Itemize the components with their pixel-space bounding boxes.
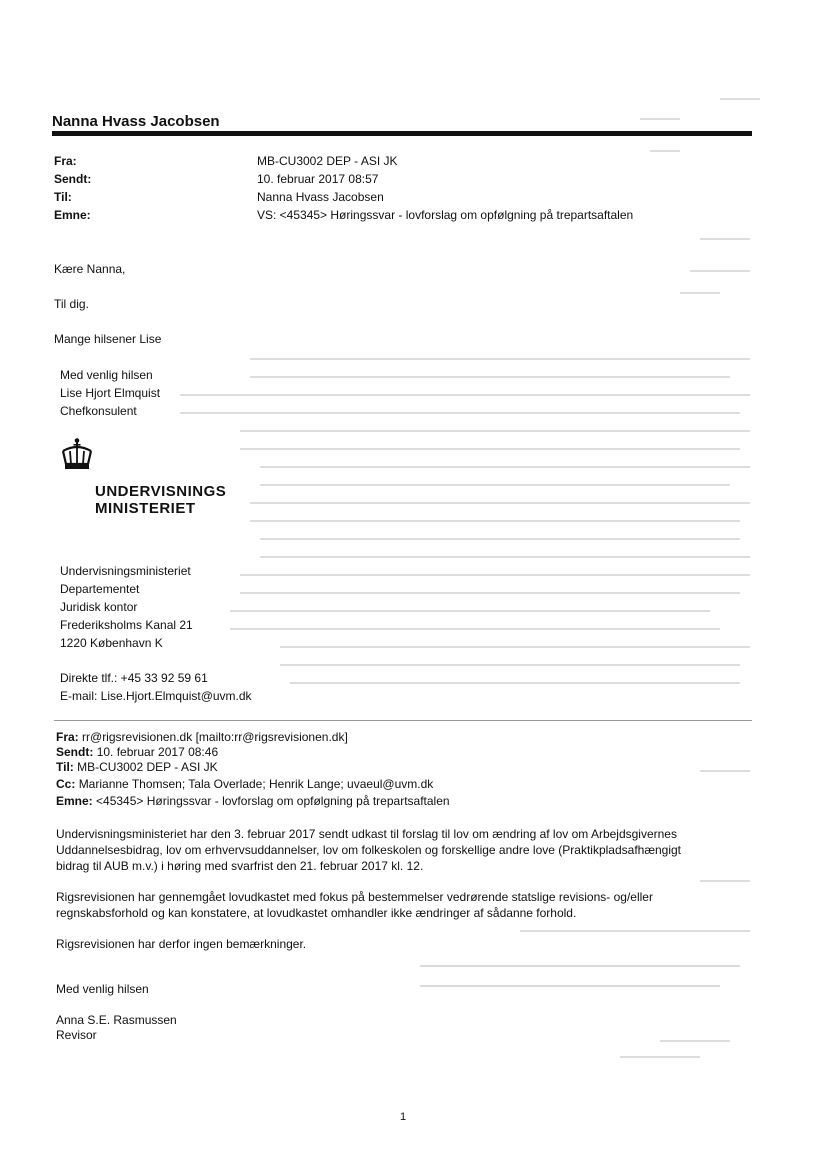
fwd-cc-value: Marianne Thomsen; Tala Overlade; Henrik Lange; uvaeul@uvm.dk <box>78 777 434 791</box>
fwd-closing: Med venlig hilsen <box>56 982 149 996</box>
crown-logo-icon <box>58 437 96 471</box>
page-number: 1 <box>400 1111 407 1123</box>
message-line-1: Til dig. <box>54 297 89 311</box>
sent-label: Sendt: <box>54 172 92 186</box>
subject-value: VS: <45345> Høringssvar - lovforslag om opfølgning på trepartsaftalen <box>257 208 634 222</box>
fwd-para3: Rigsrevisionen har derfor ingen bemærkninger. <box>56 937 307 951</box>
to-value: Nanna Hvass Jacobsen <box>257 190 384 204</box>
header-rule <box>52 131 752 136</box>
contact-email: E-mail: Lise.Hjort.Elmquist@uvm.dk <box>60 689 252 703</box>
fwd-to-label: Til: <box>56 760 74 774</box>
fwd-para2-line1: Rigsrevisionen har gennemgået lovudkastet med fokus på bestemmelser vedrørende statslige revisions- og/eller <box>56 890 653 904</box>
fwd-to-value: MB-CU3002 DEP - ASI JK <box>77 760 218 774</box>
address-street: Frederiksholms Kanal 21 <box>60 618 193 632</box>
fwd-subject-label: Emne: <box>56 794 93 808</box>
from-value: MB-CU3002 DEP - ASI JK <box>257 154 398 168</box>
fwd-sender-title: Revisor <box>56 1028 97 1042</box>
fwd-from-label: Fra: <box>56 730 79 744</box>
greeting: Kære Nanna, <box>54 262 126 276</box>
fwd-sent-label: Sendt: <box>56 745 94 759</box>
forward-separator <box>54 720 752 721</box>
fwd-cc-label: Cc: <box>56 777 76 791</box>
fwd-sent-value: 10. februar 2017 08:46 <box>96 745 219 759</box>
message-line-2: Mange hilsener Lise <box>54 332 162 346</box>
fwd-from-value: rr@rigsrevisionen.dk [mailto:rr@rigsrevisionen.dk] <box>82 730 348 744</box>
fwd-para1-line1: Undervisningsministeriet har den 3. februar 2017 sendt udkast til forslag til lov om ændring af lov om Arbejdsgivernes <box>56 827 677 841</box>
fwd-sent-line <box>56 745 218 760</box>
from-label: Fra: <box>54 154 77 168</box>
fwd-sender-name: Anna S.E. Rasmussen <box>56 1013 177 1027</box>
fwd-subject-value: <45345> Høringssvar - lovforslag om opfølgning på trepartsaftalen <box>96 794 450 808</box>
fwd-to-line <box>56 760 218 775</box>
contact-phone: Direkte tlf.: +45 33 92 59 61 <box>60 671 208 685</box>
signature-closing: Med venlig hilsen <box>60 368 153 382</box>
logo-text-line-2: MINISTERIET <box>95 500 196 517</box>
subject-label: Emne: <box>54 208 91 222</box>
fwd-para1-line2: Uddannelsesbidrag, lov om erhvervsuddannelser, lov om folkeskolen og forskellige andre love (Praktikpladsafhængigt <box>56 843 682 857</box>
fwd-subject-line <box>56 794 450 809</box>
signature-title: Chefkonsulent <box>60 404 137 418</box>
fwd-para1-line3: bidrag til AUB m.v.) i høring med svarfrist den 21. februar 2017 kl. 12. <box>56 859 424 873</box>
address-org: Undervisningsministeriet <box>60 564 191 578</box>
sent-value: 10. februar 2017 08:57 <box>257 172 379 186</box>
signature-name: Lise Hjort Elmquist <box>60 386 161 400</box>
logo-text-line-1: UNDERVISNINGS <box>95 483 227 500</box>
address-office: Juridisk kontor <box>60 600 138 614</box>
fwd-from-line <box>56 730 348 745</box>
address-city: 1220 København K <box>60 636 163 650</box>
to-label: Til: <box>54 190 72 204</box>
page-owner-name: Nanna Hvass Jacobsen <box>52 113 220 130</box>
address-department: Departementet <box>60 582 140 596</box>
fwd-cc-line <box>56 777 433 792</box>
fwd-para2-line2: regnskabsforhold og kan konstatere, at lovudkastet omhandler ikke ændringer af sådanne forhold. <box>56 906 577 920</box>
